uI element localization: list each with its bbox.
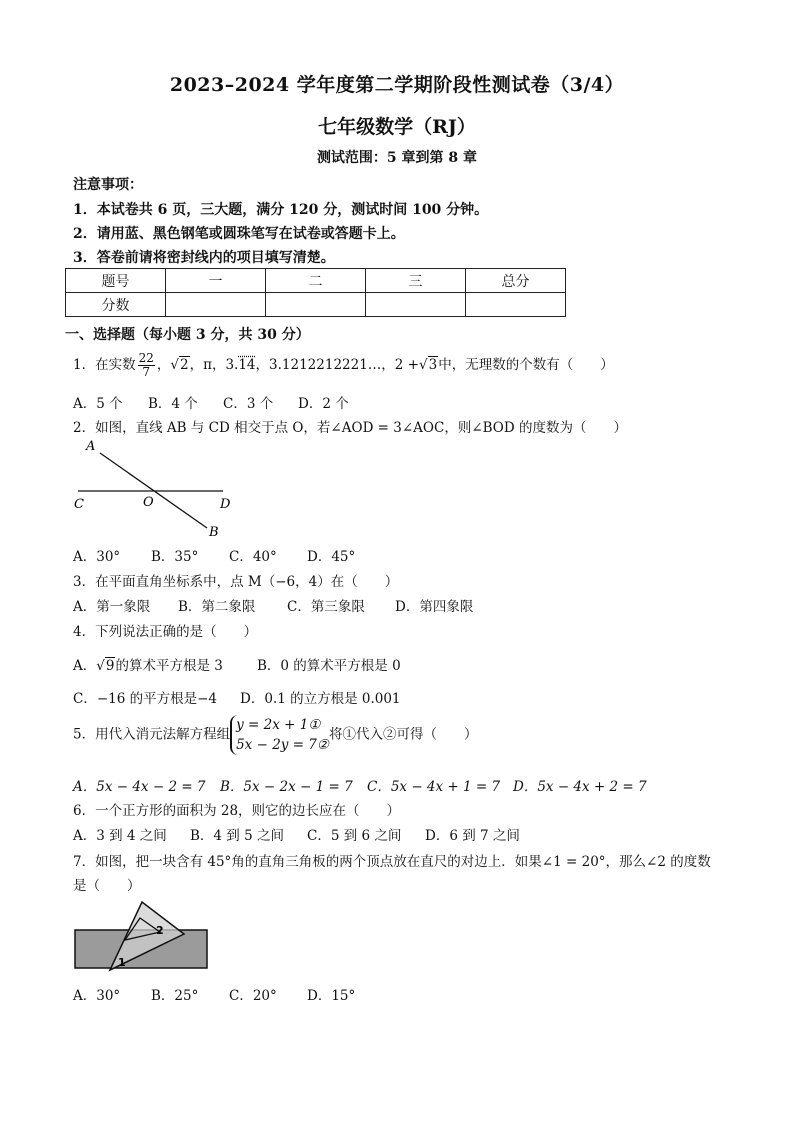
q5-option-c[interactable]: C．5x − 4x + 1 = 7 [367,779,501,795]
q1-option-c[interactable]: C．3 个 [223,396,274,412]
angle-2-label: 2 [156,924,164,937]
score-cell[interactable] [366,293,466,317]
q1-suffix: 中，无理数的个数有（ ） [438,357,614,373]
q5-option-d[interactable]: D．5x − 4x + 2 = 7 [513,779,647,795]
score-header-cell: 二 [266,269,366,293]
q1-option-b[interactable]: B．4 个 [148,396,198,412]
q5-option-b[interactable]: B．5x − 2x − 1 = 7 [220,779,353,795]
question-3: 3．在平面直角坐标系中，点 M（−6，4）在（ ） [73,574,399,590]
notice-item-3: 3．答卷前请将密封线内的项目填写清楚。 [73,250,335,266]
score-row-label: 分数 [66,293,166,317]
score-table-header-row [66,269,566,293]
q1-sqrt2-arg: 3 [428,357,438,373]
q4-option-a-prefix: A． [73,658,97,674]
question-5 [73,715,478,755]
q4-option-d[interactable]: D．0.1 的立方根是 0.001 [240,691,401,707]
angle-1-label: 1 [118,956,126,969]
q5-eq1: y = 2x + 1① [236,717,321,733]
question-1: 1．在实数 $\frac{22}{7}$ ，√2，π，3.14，3.1212212221…，2 +√3中，无理数的个数有（ ） [73,351,614,379]
exam-subtitle: 七年级数学（RJ） [318,116,476,138]
score-table-score-row [66,293,566,317]
q3-option-d[interactable]: D．第四象限 [395,599,474,615]
exam-title: 2023–2024 学年度第二学期阶段性测试卷（3/4） [169,74,625,96]
q4-option-c[interactable]: C．−16 的平方根是−4 [73,691,218,707]
q4-sqrt: √9 [96,658,115,674]
score-header-cell: 题号 [66,269,166,293]
q4-option-b[interactable]: B．0 的算术平方根是 0 [257,658,401,674]
q6-option-c[interactable]: C．5 到 6 之间 [307,828,402,844]
q5-eq2: 5x − 2y = 7② [236,737,329,753]
q7-figure-ruler-triangle [70,898,215,976]
q1-frac-num: 22 [138,351,154,365]
q3-option-c[interactable]: C．第三象限 [287,599,365,615]
q1-repeat-digits: 14 [238,357,256,373]
q2-option-b[interactable]: B．35° [151,549,199,565]
label-a: A [86,439,96,454]
score-header-cell: 三 [366,269,466,293]
q7-option-a[interactable]: A．30° [73,988,121,1004]
question-7-line-2: 是（ ） [73,878,141,894]
q1-frac-den: 7 [142,365,151,379]
test-range: 测试范围：5 章到第 8 章 [316,150,478,166]
q5-prefix: 5．用代入消元法解方程组 [73,726,231,743]
q5-equation-system [230,715,329,755]
label-c: C [74,497,84,512]
question-4: 4．下列说法正确的是（ ） [73,624,258,640]
q1-prefix: 1．在实数 [73,357,136,373]
q7-option-b[interactable]: B．25° [151,988,199,1004]
q6-option-a[interactable]: A．3 到 4 之间 [73,828,167,844]
label-d: D [220,497,231,512]
q1-option-d[interactable]: D．2 个 [298,396,349,412]
q3-option-b[interactable]: B．第二象限 [178,599,256,615]
q7-option-c[interactable]: C．20° [229,988,277,1004]
q7-option-d[interactable]: D．15° [307,988,356,1004]
q2-option-a[interactable]: A．30° [73,549,121,565]
q6-option-d[interactable]: D．6 到 7 之间 [425,828,520,844]
q4-option-a-rest: 的算术平方根是 3 [115,658,223,674]
q4-sqrt-arg: 9 [105,658,115,674]
notice-heading: 注意事项： [73,177,143,193]
score-header-cell: 总分 [466,269,566,293]
q1-sqrt-arg: 2 [179,357,189,373]
question-7-line-1: 7．如图，把一块含有 45°角的直角三角板的两个顶点放在直尺的对边上．如果∠1 = 20°，那么∠2 的度数 [73,854,711,870]
q4-option-a[interactable] [73,654,223,674]
section-heading-choice: 一、选择题（每小题 3 分，共 30 分） [65,327,310,343]
q6-option-b[interactable]: B．4 到 5 之间 [190,828,284,844]
q3-option-a[interactable]: A．第一象限 [73,599,151,615]
score-table [65,268,566,317]
q5-suffix: 将①代入②可得（ ） [329,726,478,743]
score-cell[interactable] [166,293,266,317]
label-o: O [143,495,154,510]
question-6: 6．一个正方形的面积为 28，则它的边长应在（ ） [73,803,401,819]
q1-after: ，3.1212212221…，2 + [255,357,419,373]
q1-option-a[interactable]: A．5 个 [73,396,123,412]
score-cell[interactable] [266,293,366,317]
q1-sqrt-3: √3 [419,357,438,373]
notice-item-1: 1．本试卷共 6 页，三大题，满分 120 分，测试时间 100 分钟。 [73,202,489,218]
q1-middle: ，π，3. [189,357,239,373]
question-2: 2．如图，直线 AB 与 CD 相交于点 O，若∠AOD = 3∠AOC，则∠BOD 的度数为（ ） [73,420,627,436]
q5-option-a[interactable]: A．5x − 4x − 2 = 7 [73,779,206,795]
score-header-cell: 一 [166,269,266,293]
label-b: B [209,525,219,540]
q1-fraction [138,352,155,379]
q1-sqrt: √2 [170,357,189,373]
q2-option-d[interactable]: D．45° [307,549,356,565]
q2-figure-intersecting-lines [70,436,260,546]
q2-option-c[interactable]: C．40° [229,549,277,565]
notice-item-2: 2．请用蓝、黑色钢笔或圆珠笔写在试卷或答题卡上。 [73,226,405,242]
score-cell[interactable] [466,293,566,317]
